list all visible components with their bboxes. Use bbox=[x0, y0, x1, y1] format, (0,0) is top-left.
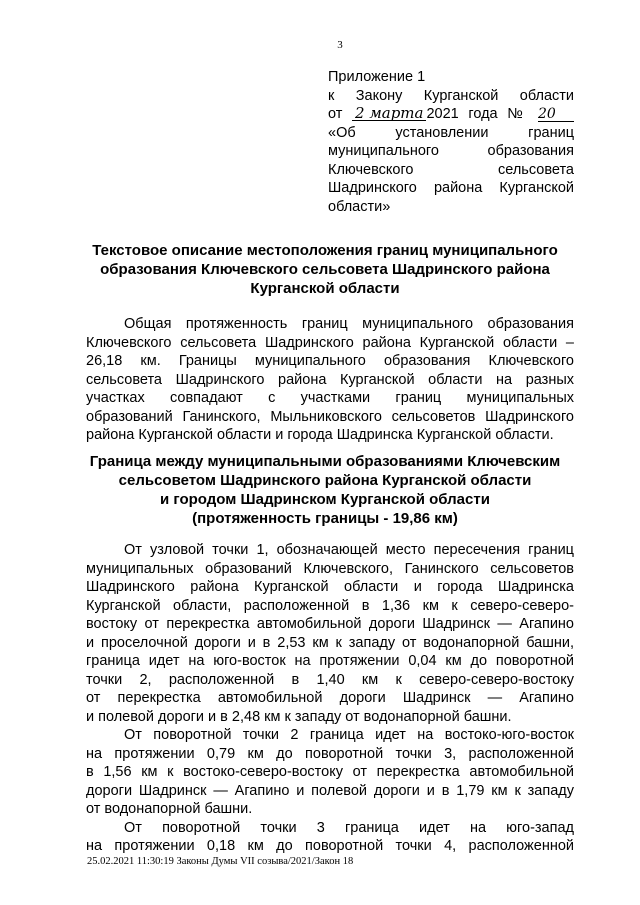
text-line: востоку от перекрестка автомобильной дороги Шадринск — Агапино bbox=[86, 616, 574, 632]
text-line: в 1,56 км к востоко-северо-востоку от перекрестка автомобильной bbox=[86, 764, 574, 780]
text-line: 26,18 км. Границы муниципального образования Ключевского bbox=[86, 353, 574, 369]
appendix-block bbox=[328, 68, 574, 216]
paragraph-boundary-description bbox=[86, 541, 574, 856]
text-line: От поворотной точки 2 граница идет на востоко-юго-восток bbox=[124, 727, 574, 743]
heading1-line: образования Ключевского сельсовета Шадринского района bbox=[100, 261, 550, 278]
text-line: и проселочной дороги и в 2,53 км к западу от водонапорной башни, bbox=[86, 634, 574, 651]
text-line: от перекрестка автомобильной дороги Шадринск — Агапино bbox=[86, 690, 574, 706]
handwritten-date: 2 марта bbox=[352, 106, 426, 121]
text-line: точки 2, расположенной в 1,40 км к северо-северо-востоку bbox=[86, 671, 574, 688]
text-line: участках совпадают с участками границ муниципальных bbox=[86, 390, 574, 406]
section-heading-description bbox=[60, 241, 590, 298]
page-number: 3 bbox=[337, 39, 343, 51]
text-line: и полевой дороги и в 2,48 км к западу от водонапорной башни. bbox=[86, 708, 512, 725]
text-line: Шадринского района Курганской области и города Шадринска bbox=[86, 579, 574, 595]
footer-stamp: 25.02.2021 11:30:19 Законы Думы VII созыва/2021/Закон 18 bbox=[87, 856, 354, 867]
date-prefix: от bbox=[328, 106, 343, 122]
appendix-law-line: к Закону Курганской области bbox=[328, 87, 574, 104]
heading2-line: и городом Шадринском Курганской области bbox=[160, 491, 490, 508]
appendix-line-8: области» bbox=[328, 198, 391, 215]
date-suffix: 2021 года № bbox=[426, 106, 529, 122]
heading2-line: сельсоветом Шадринского района Курганской области bbox=[118, 472, 532, 489]
text-line: Общая протяженность границ муниципального образования bbox=[124, 316, 574, 332]
text-line: на протяжении 0,79 км до поворотной точки 3, расположенной bbox=[86, 745, 574, 762]
text-line: на протяжении 0,18 км до поворотной точки 4, расположенной bbox=[86, 838, 574, 854]
text-line: граница идет на юго-восток на протяжении 0,04 км до поворотной bbox=[86, 653, 574, 669]
heading1-line: Курганской области bbox=[250, 280, 400, 297]
heading1-line: Текстовое описание местоположения границ муниципального bbox=[92, 242, 558, 259]
heading2-line: (протяженность границы - 19,86 км) bbox=[192, 510, 458, 527]
text-line: от водонапорной башни. bbox=[86, 801, 253, 817]
text-line: муниципальных образований Ключевского, Ганинского сельсоветов bbox=[86, 560, 574, 577]
text-line: Курганской области, расположенной в 1,36 км к северо-северо- bbox=[86, 597, 574, 614]
appendix-line-4: «Об установлении границ bbox=[328, 124, 574, 141]
text-line: Ключевского сельсовета Шадринского района Курганской области – bbox=[86, 334, 574, 351]
appendix-line-5: муниципального образования bbox=[328, 143, 574, 159]
handwritten-number: 20 bbox=[538, 107, 574, 122]
appendix-date-line bbox=[328, 105, 574, 124]
text-line: района Курганской области и города Шадринска Курганской области. bbox=[86, 427, 554, 443]
appendix-line-6: Ключевского сельсовета bbox=[328, 161, 574, 178]
paragraph-overview bbox=[86, 315, 574, 445]
section-heading-boundary bbox=[60, 452, 590, 528]
appendix-title: Приложение 1 bbox=[328, 69, 426, 85]
text-line: образований Ганинского, Мыльниковского сельсоветов Шадринского bbox=[86, 408, 574, 425]
heading2-line: Граница между муниципальными образованиями Ключевским bbox=[89, 453, 561, 470]
text-line: От узловой точки 1, обозначающей место пересечения границ bbox=[124, 542, 574, 558]
appendix-line-7: Шадринского района Курганской bbox=[328, 180, 574, 196]
text-line: дороги Шадринск — Агапино и полевой дороги и в 1,79 км к западу bbox=[86, 782, 574, 799]
text-line: сельсовета Шадринского района Курганской области на разных bbox=[86, 371, 574, 388]
text-line: От поворотной точки 3 граница идет на юго-запад bbox=[124, 819, 574, 836]
